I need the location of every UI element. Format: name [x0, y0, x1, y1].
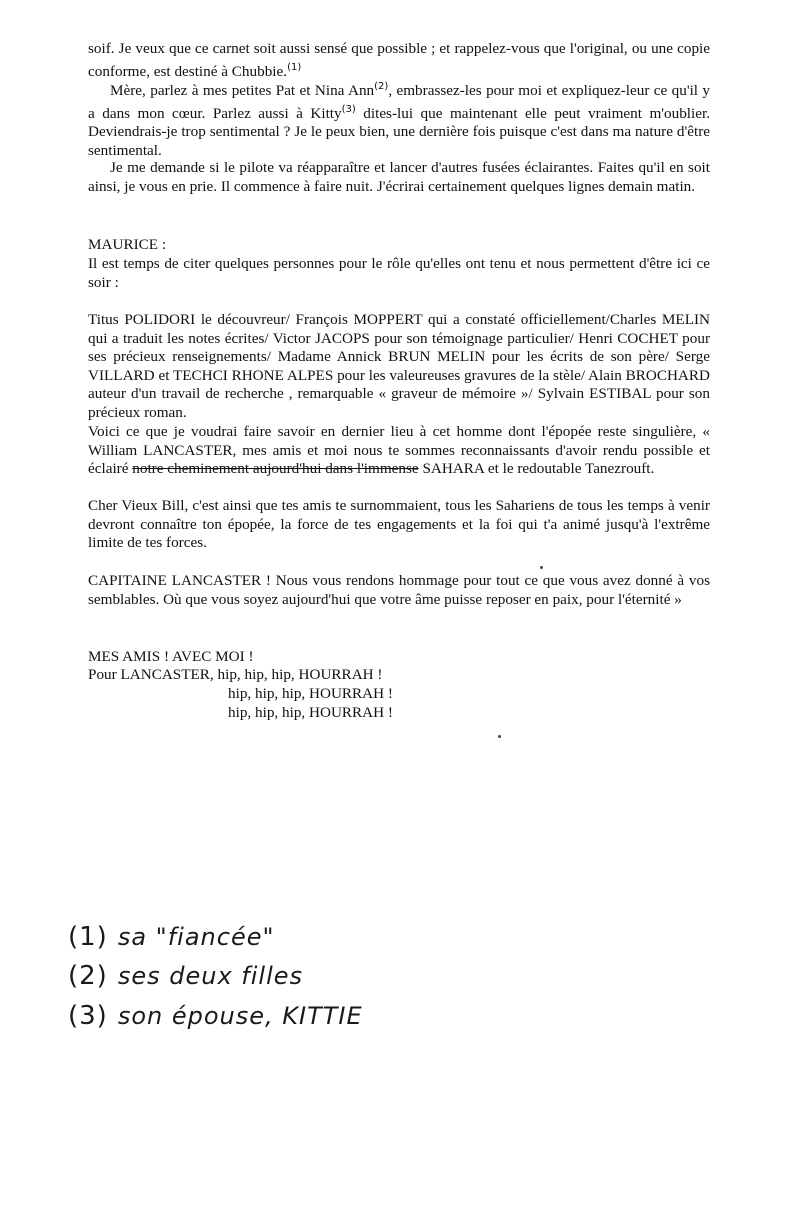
cheer-title: MES AMIS ! AVEC MOI !: [88, 648, 254, 665]
paragraph-carnet-text: soif. Je veux que ce carnet soit aussi sensé que possible ; et rappelez-vous que l'original, ou une copie conforme, est destiné à Chubbie.: [88, 40, 710, 80]
paragraph-citer-text: Il est temps de citer quelques personnes pour le rôle qu'elles ont tenu et nous permettent d'être ici ce soir :: [88, 255, 710, 291]
paragraph-mere-text-a: Mère, parlez à mes petites Pat et Nina Ann: [110, 82, 375, 100]
handwritten-note-2: [68, 961, 303, 991]
cheer-line-2: hip, hip, hip, HOURRAH !: [228, 685, 393, 702]
handwritten-note-2-number: (2): [68, 961, 108, 991]
paragraph-lancaster-text-a: Voici ce que je voudrai faire savoir en dernier lieu à cet homme dont l'épopée reste singulière, « William LANCASTER, mes amis et moi nous te sommes reconnaissants d'avoir rendu possible et éclairé: [88, 423, 710, 478]
paragraph-capitaine-text: CAPITAINE LANCASTER ! Nous vous rendons hommage pour tout ce que vous avez donné à vos semblables. Où que vous soyez aujourd'hui que votre âme puisse reposer en paix, pour l'éternité »: [88, 572, 710, 608]
paragraph-lancaster: [88, 423, 710, 479]
paragraph-carnet: [88, 40, 710, 81]
handwritten-note-1-number: (1): [68, 922, 108, 952]
cheer-line-1: Pour LANCASTER, hip, hip, hip, HOURRAH !: [88, 666, 383, 683]
handwritten-note-2-text: ses deux filles: [117, 962, 304, 990]
handwritten-note-1: [68, 922, 275, 952]
scan-speck: [540, 566, 543, 569]
handwritten-note-3-number: (3): [68, 1001, 108, 1031]
handwritten-note-1-text: sa "fiancée": [117, 923, 275, 951]
paragraph-pilote: [88, 159, 710, 196]
speaker-name: MAURICE :: [88, 236, 167, 253]
paragraph-capitaine: [88, 572, 710, 609]
handwritten-note-3: [68, 1001, 363, 1031]
footnote-marker-2: (2): [374, 81, 389, 92]
struck-through-text: notre cheminement aujourd'hui dans l'immense: [132, 460, 419, 478]
footnote-marker-3: (3): [341, 103, 356, 115]
paragraph-mere-text-b: , embrassez-les pour moi et expliquez-leur ce qu'il y a dans mon cœur. Parlez aussi à Kitty: [88, 82, 710, 122]
paragraph-mere: [88, 78, 710, 161]
cheer-line-3: hip, hip, hip, HOURRAH !: [228, 704, 393, 721]
speaker-label: [88, 236, 710, 255]
footnote-marker-1: (1): [287, 61, 302, 73]
paragraph-mere-text-c: dites-lui que maintenant elle peut vraiment m'oublier. Deviendrais-je trop sentimental ? Je le peux bien, une dernière fois puisque c'est dans ma nature d'être sentimental.: [88, 104, 710, 159]
paragraph-acknowledgements: [88, 311, 710, 423]
paragraph-lancaster-text-b: SAHARA et le redoutable Tanezrouft.: [418, 460, 655, 478]
paragraph-pilote-text: Je me demande si le pilote va réapparaître et lancer d'autres fusées éclairantes. Faites qu'il en soit ainsi, je vous en prie. Il commence à faire nuit. J'écrirai certainement quelques lignes demain matin.: [88, 159, 710, 195]
scan-speck: [498, 735, 501, 738]
paragraph-vieux-bill: [88, 497, 710, 553]
paragraph-acknowledgements-text: Titus POLIDORI le découvreur/ François MOPPERT qui a constaté officiellement/Charles MELIN qui a traduit les notes écrites/ Victor JACOPS pour son témoignage particulier/ Henri COCHET pour ses précieux renseignements/ Madame Annick BRUN MELIN pour les écrits de son père/ Serge VILLARD et TECHCI RHONE ALPES pour les valeureuses gravures de la stèle/ Alain BROCHARD auteur d'un travail de recherche , remarquable « graveur de mémoire »/ Sylvain ESTIBAL pour son précieux roman.: [88, 311, 710, 421]
handwritten-note-3-text: son épouse, KITTIE: [117, 1002, 363, 1030]
paragraph-citer: [88, 255, 710, 292]
paragraph-vieux-bill-text: Cher Vieux Bill, c'est ainsi que tes amis te surnommaient, tous les Sahariens de tous les temps à venir devront connaître ton épopée, la force de tes engagements et la foi qui t'a animé jusqu'à l'extrême limite de tes forces.: [88, 497, 710, 552]
